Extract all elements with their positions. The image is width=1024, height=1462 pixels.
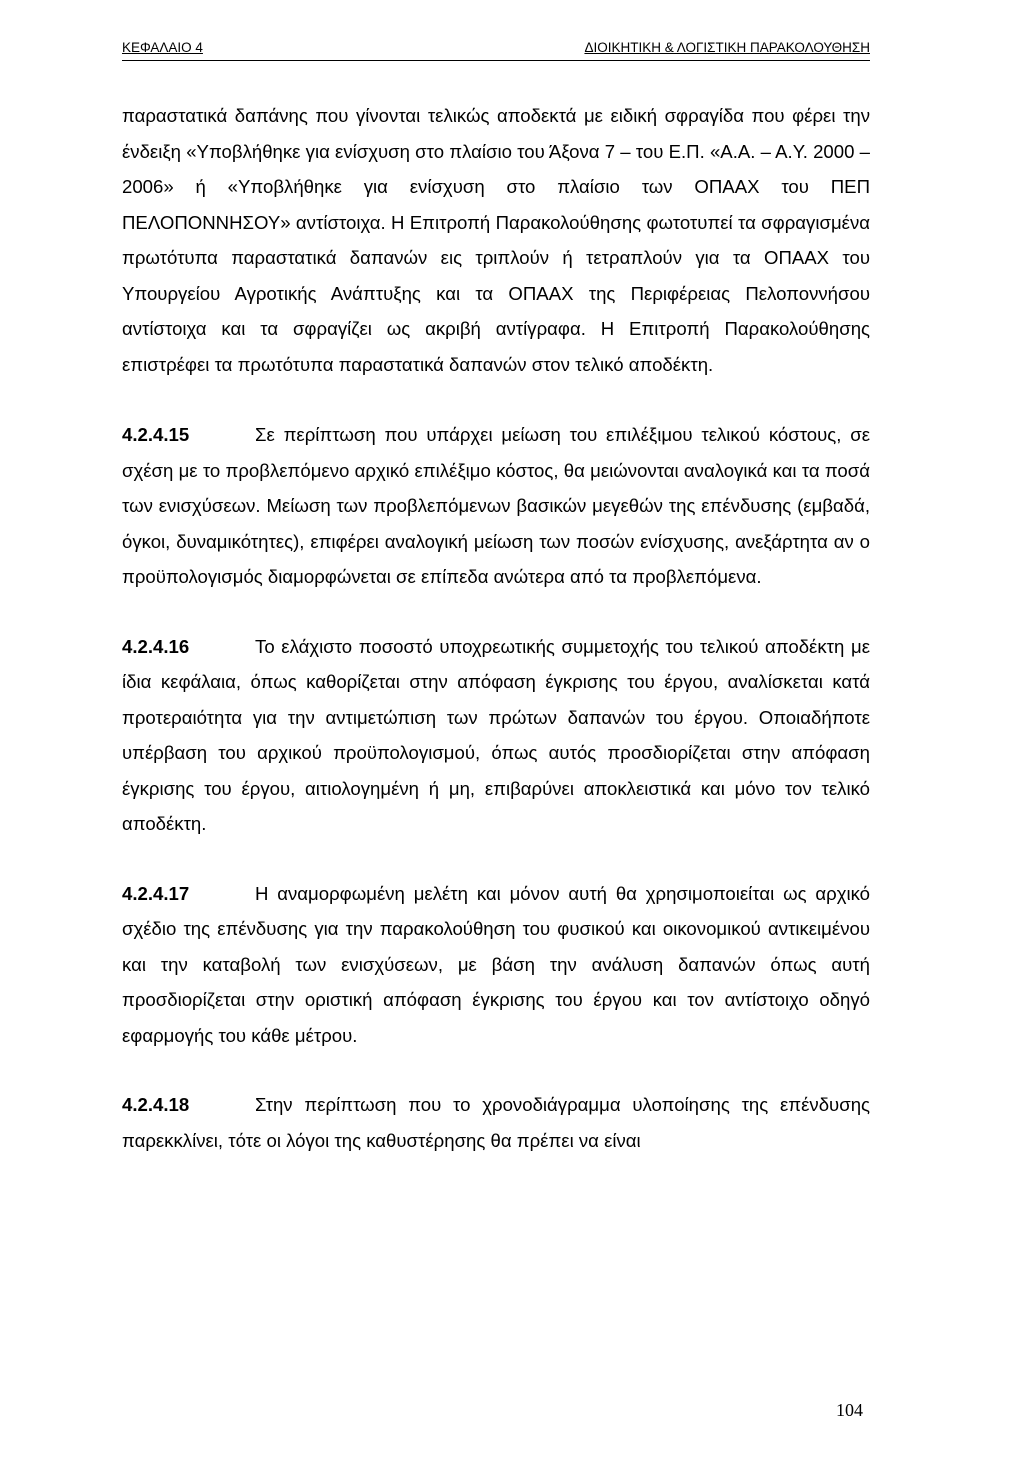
section-4-2-4-18: [122, 1087, 870, 1158]
section-text: Η αναμορφωμένη μελέτη και μόνον αυτή θα χρησιμοποιείται ως αρχικό σχέδιο της επένδυσης για την παρακολούθηση του φυσικού και οικονομικού αντικειμένου και την καταβολή των ενισχύσεων, με βάση την ανάλυση δαπανών όπως αυτή προσδιορίζεται στην οριστική απόφαση έγκρισης του έργου και τον αντίστοιχο οδηγό εφαρμογής του κάθε μέτρου.: [122, 882, 870, 1046]
section-text: Στην περίπτωση που το χρονοδιάγραμμα υλοποίησης της επένδυσης παρεκκλίνει, τότε οι λόγοι της καθυστέρησης θα πρέπει να είναι: [122, 1094, 870, 1151]
section-text: Σε περίπτωση που υπάρχει μείωση του επιλέξιμου τελικού κόστους, σε σχέση με το προβλεπόμενο αρχικό επιλέξιμο κόστος, θα μειώνονται αναλογικά και τα ποσά των ενισχύσεων. Μείωση των προβλεπόμενων βασικών μεγεθών της επένδυσης (εμβαδά, όγκοι, δυναμικότητες), επιφέρει αναλογική μείωση των ποσών ενίσχυσης, ανεξάρτητα αν ο προϋπολογισμός διαμορφώνεται σε επίπεδα ανώτερα από τα προβλεπόμενα.: [122, 424, 870, 587]
intro-paragraph: παραστατικά δαπάνης που γίνονται τελικώς αποδεκτά με ειδική σφραγίδα που φέρει την ένδειξη «Υποβλήθηκε για ενίσχυση στο πλαίσιο του Άξονα 7 – του Ε.Π. «Α.Α. – Α.Υ. 2000 – 2006» ή «Υποβλήθηκε για ενίσχυση στο πλαίσιο των ΟΠΑΑΧ του ΠΕΠ ΠΕΛΟΠΟΝΝΗΣΟΥ» αντίστοιχα. Η Επιτροπή Παρακολούθησης φωτοτυπεί τα σφραγισμένα πρωτότυπα παραστατικά δαπανών εις τριπλούν ή τετραπλούν για τα ΟΠΑΑΧ του Υπουργείου Αγροτικής Ανάπτυξης και τα ΟΠΑΑΧ της Περιφέρειας Πελοποννήσου αντίστοιχα και τα σφραγίζει ως ακριβή αντίγραφα. Η Επιτροπή Παρακολούθησης επιστρέφει τα πρωτότυπα παραστατικά δαπανών στον τελικό αποδέκτη.: [122, 105, 870, 375]
section-title: ΔΙΟΙΚΗΤΙΚΗ & ΛΟΓΙΣΤΙΚΗ ΠΑΡΑΚΟΛΟΥΘΗΣΗ: [584, 40, 870, 55]
section-number: 4.2.4.18: [122, 1094, 190, 1115]
document-body: [122, 98, 870, 1192]
section-paragraph: [122, 876, 870, 1054]
section-paragraph: [122, 629, 870, 842]
section-number: 4.2.4.15: [122, 424, 190, 445]
chapter-label: ΚΕΦΑΛΑΙΟ 4: [122, 40, 203, 55]
page-number: 104: [836, 1400, 863, 1420]
section-paragraph: [122, 417, 870, 595]
section-4-2-4-16: [122, 629, 870, 842]
section-4-2-4-17: [122, 876, 870, 1054]
section-number: 4.2.4.16: [122, 635, 190, 657]
section-number: 4.2.4.17: [122, 882, 190, 904]
page-header: [122, 38, 870, 61]
section-paragraph: [122, 1087, 870, 1158]
section-4-2-4-15: [122, 417, 870, 595]
section-text: Το ελάχιστο ποσοστό υποχρεωτικής συμμετοχής του τελικού αποδέκτη με ίδια κεφάλαια, όπως καθορίζεται στην απόφαση έγκρισης του έργου, αναλίσκεται κατά προτεραιότητα για την αντιμετώπιση των πρώτων δαπανών του έργου. Οποιαδήποτε υπέρβαση του αρχικού προϋπολογισμού, όπως αυτός προσδιορίζεται στην απόφαση έγκρισης του έργου, αιτιολογημένη ή μη, επιβαρύνει αποκλειστικά και μόνο τον τελικό αποδέκτη.: [122, 635, 870, 834]
